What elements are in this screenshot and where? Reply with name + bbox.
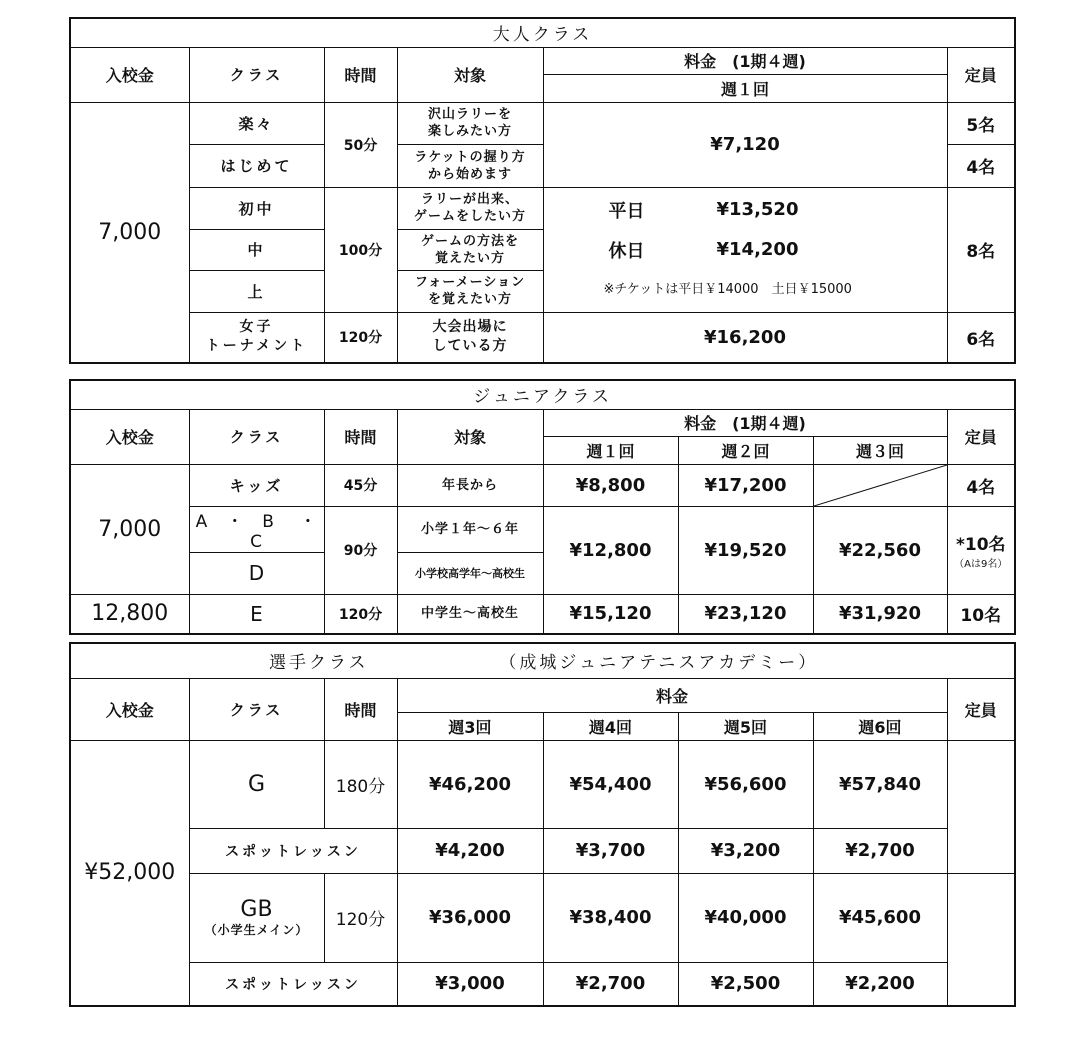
gb-w4: ¥38,400 [543, 873, 678, 962]
gb-cap-empty [947, 873, 1015, 1006]
target-jo: フォーメーション を覚えたい方 [397, 270, 543, 312]
target-tournament: 大会出場に している方 [397, 312, 543, 363]
price-header: 料金 (1期４週) [543, 47, 947, 74]
kids-cap: 4名 [947, 464, 1015, 506]
ticket-note: ※チケットは平日￥14000 土日￥15000 [603, 281, 852, 297]
time-120: 120分 [324, 312, 397, 363]
junior-capacity-header: 定員 [947, 409, 1015, 464]
junior-w1-header: 週１回 [543, 436, 678, 464]
g-w6: ¥57,840 [813, 740, 947, 828]
athlete-w6-header: 週6回 [813, 712, 947, 740]
junior-w3-header: 週３回 [813, 436, 947, 464]
athlete-subtitle: （成城ジュニアテニスアカデミー） [499, 653, 819, 674]
e-w3: ¥31,920 [813, 594, 947, 634]
junior-table-title: ジュニアクラス [70, 380, 1015, 409]
holiday-label: 休日 [608, 240, 645, 262]
entry-fee-header: 入校金 [70, 47, 189, 102]
g-spot-lesson: スポットレッスン [189, 828, 397, 873]
g-spot-w6: ¥2,700 [813, 828, 947, 873]
g-w4: ¥54,400 [543, 740, 678, 828]
capacity-header: 定員 [947, 47, 1015, 102]
d-target: 小学校高学年～高校生 [397, 552, 543, 594]
g-spot-w5: ¥3,200 [678, 828, 813, 873]
junior-w2-header: 週２回 [678, 436, 813, 464]
time-100: 100分 [324, 187, 397, 312]
junior-entry-fee-b: 12,800 [70, 594, 189, 634]
gb-w3: ¥36,000 [397, 873, 543, 962]
g-cap-empty [947, 740, 1015, 873]
weekday-price: ¥13,520 [716, 199, 799, 220]
class-g: G [189, 740, 324, 828]
athlete-w5-header: 週5回 [678, 712, 813, 740]
time-header: 時間 [324, 47, 397, 102]
diagonal-slash [814, 465, 947, 506]
kids-w2: ¥17,200 [678, 464, 813, 506]
athlete-entry-fee-header: 入校金 [70, 678, 189, 740]
gb-spot-w5: ¥2,500 [678, 962, 813, 1006]
kids-target: 年長から [397, 464, 543, 506]
class-e: E [189, 594, 324, 634]
class-kids: キッズ [189, 464, 324, 506]
athlete-time-header: 時間 [324, 678, 397, 740]
kids-w3-empty [813, 464, 947, 506]
athlete-capacity-header: 定員 [947, 678, 1015, 740]
price-tournament: ¥16,200 [543, 312, 947, 363]
athlete-w4-header: 週4回 [543, 712, 678, 740]
junior-price-header: 料金 (1期４週) [543, 409, 947, 436]
weekday-holiday-prices [543, 187, 947, 312]
class-shochu: 初中 [189, 187, 324, 229]
junior-entry-fee-a: 7,000 [70, 464, 189, 594]
e-time: 120分 [324, 594, 397, 634]
target-rakuraku: 沢山ラリーを 楽しみたい方 [397, 102, 543, 144]
e-w1: ¥15,120 [543, 594, 678, 634]
target-chu: ゲームの方法を 覚えたい方 [397, 229, 543, 270]
gb-w5: ¥40,000 [678, 873, 813, 962]
abc-target: 小学１年～６年 [397, 506, 543, 552]
price-basic: ¥7,120 [543, 102, 947, 187]
class-gb: GB （小学生メイン） [189, 873, 324, 962]
class-d: D [189, 552, 324, 594]
adult-entry-fee: 7,000 [70, 102, 189, 363]
adult-class-table [69, 17, 1016, 364]
junior-entry-fee-header: 入校金 [70, 409, 189, 464]
athlete-entry-fee: ¥52,000 [70, 740, 189, 1006]
class-abc: A ・ B ・C [189, 506, 324, 552]
abcd-w1: ¥12,800 [543, 506, 678, 594]
weekday-label: 平日 [608, 200, 645, 222]
athlete-table-title [70, 643, 1015, 678]
cap-tournament: 6名 [947, 312, 1015, 363]
abcd-w2: ¥19,520 [678, 506, 813, 594]
athlete-class-header: クラス [189, 678, 324, 740]
once-weekly-header: 週１回 [543, 74, 947, 102]
gb-spot-lesson: スポットレッスン [189, 962, 397, 1006]
gb-w6: ¥45,600 [813, 873, 947, 962]
g-w3: ¥46,200 [397, 740, 543, 828]
cap-hajimete: 4名 [947, 144, 1015, 187]
g-w5: ¥56,600 [678, 740, 813, 828]
athlete-w3-header: 週3回 [397, 712, 543, 740]
kids-time: 45分 [324, 464, 397, 506]
gb-time: 120分 [324, 873, 397, 962]
abcd-time: 90分 [324, 506, 397, 594]
time-50: 50分 [324, 102, 397, 187]
abcd-cap: *10名 （Aは9名） [947, 506, 1015, 594]
junior-class-header: クラス [189, 409, 324, 464]
athlete-class-table [69, 642, 1016, 1007]
gb-spot-w4: ¥2,700 [543, 962, 678, 1006]
gb-note: （小学生メイン） [204, 922, 309, 937]
g-time: 180分 [324, 740, 397, 828]
athlete-title: 選手クラス [269, 653, 369, 674]
gb-spot-w6: ¥2,200 [813, 962, 947, 1006]
abcd-w3: ¥22,560 [813, 506, 947, 594]
cap-mid: 8名 [947, 187, 1015, 312]
gb-spot-w3: ¥3,000 [397, 962, 543, 1006]
class-chu: 中 [189, 229, 324, 270]
target-shochu: ラリーが出来、 ゲームをしたい方 [397, 187, 543, 229]
e-target: 中学生～高校生 [397, 594, 543, 634]
target-header: 対象 [397, 47, 543, 102]
junior-class-table [69, 379, 1016, 635]
class-rakuraku: 楽々 [189, 102, 324, 144]
e-w2: ¥23,120 [678, 594, 813, 634]
g-spot-w4: ¥3,700 [543, 828, 678, 873]
e-cap: 10名 [947, 594, 1015, 634]
g-spot-w3: ¥4,200 [397, 828, 543, 873]
target-hajimete: ラケットの握り方 から始めます [397, 144, 543, 187]
class-header: クラス [189, 47, 324, 102]
class-jo: 上 [189, 270, 324, 312]
abcd-cap-note: （Aは9名） [954, 559, 1008, 570]
junior-time-header: 時間 [324, 409, 397, 464]
junior-target-header: 対象 [397, 409, 543, 464]
class-hajimete: はじめて [189, 144, 324, 187]
adult-table-title: 大人クラス [70, 18, 1015, 47]
athlete-price-header: 料金 [397, 678, 947, 712]
kids-w1: ¥8,800 [543, 464, 678, 506]
cap-rakuraku: 5名 [947, 102, 1015, 144]
holiday-price: ¥14,200 [716, 239, 799, 260]
class-tournament: 女子 トーナメント [189, 312, 324, 363]
